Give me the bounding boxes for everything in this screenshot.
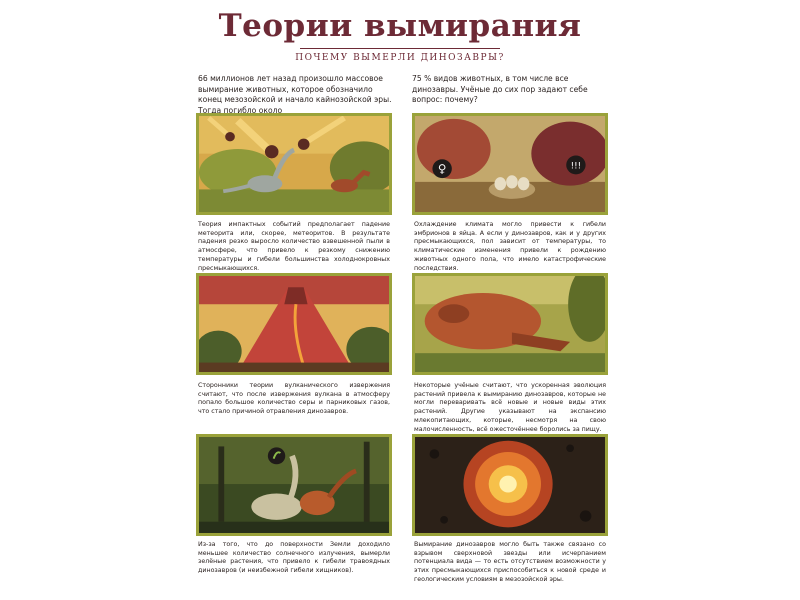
illustration-supernova [412,434,608,536]
illustration-volcano [196,273,392,375]
intro-left: 66 миллионов лет назад произошло массовое вымирание животных, которое обозначило конец мезозойской и начало кайнозойской эры. Тогда погибло около [198,74,392,115]
caption-flowering: Некоторые учёные считают, что ускоренная эволюция растений привела к вымиранию динозавров, которые не могли переваривать всё новые и новые виды этих растений. Другие указывают на экспансию млекопитающих, которые, несмотря на свою малочисленность, всё ожесточённее боролись за пищу. [414,382,606,433]
page-title: Теории вымирания [218,8,582,44]
illustration-flowering [412,273,608,375]
title-divider [300,48,500,49]
caption-embryos: Охлаждение климата могло привести к гибели эмбрионов в яйца. А если у динозавров, как и у других пресмыкающихся, пол зависит от температуры, то климатические изменения привели к рождению животных одного пола, что имело катастрофические последствия. [414,221,606,272]
caption-volcano: Сторонники теории вулканического извержения считают, что после извержения вулкана в атмосферу попало большое количество серы и парниковых газов, что стало причиной отравления динозавров. [198,382,390,416]
caption-supernova: Вымирание динозавров могло быть также связано со взрывом сверхновой звезды или исчерпанием потенциала вида — то есть отсутствием возможности у этих пресмыкающихся приспособиться к новой среде и геологическим условиям в мезозойской эры. [414,541,606,583]
illustration-plants [196,434,392,536]
caption-plants: Из-за того, что до поверхности Земли доходило меньшее количество солнечного излучения, вымерли зелёные растения, что привело к гибели травоядных динозавров (и неизбежной гибели хищников). [198,541,390,575]
caption-meteor: Теория импактных событий предполагает падение метеорита или, скорее, метеоритов. В результате падения резко выросло количество взвешенной пыли в атмосфере, что привело к резкому снижению температуры и гибели большинства холоднокровных пресмыкающихся. [198,221,390,272]
alarm-symbol: !!! [570,161,582,172]
illustration-meteor [196,113,392,215]
illustration-embryos [412,113,608,215]
page-subtitle: ПОЧЕМУ ВЫМЕРЛИ ДИНОЗАВРЫ? [295,53,505,63]
female-symbol: ♀ [437,161,447,176]
intro-right: 75 % видов животных, в том числе все динозавры. Учёные до сих пор задают себе вопрос: почему? [412,74,588,104]
